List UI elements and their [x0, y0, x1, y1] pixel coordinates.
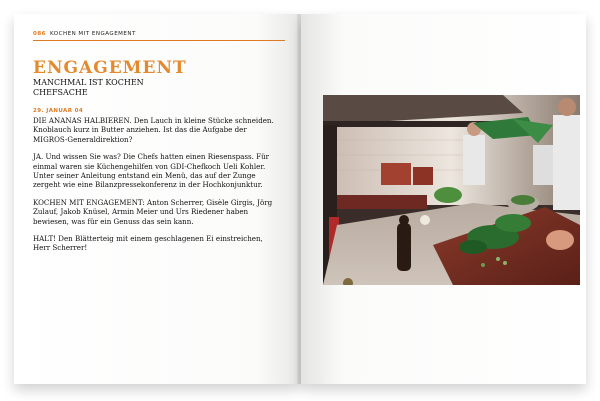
- left-page: [14, 14, 299, 384]
- article-subtitle: [33, 78, 233, 98]
- kitchen-illustration: [323, 95, 580, 285]
- paragraph: DIE ANANAS HALBIEREN. Den Lauch in kleine Stücke schneiden. Knoblauch kurz in Butter anziehen. Ist das die Aufgabe der MIGROS-Generaldirektion?: [33, 116, 274, 144]
- article-date: 29. JANUAR 04: [33, 108, 84, 114]
- subtitle-line-1: MANCHMAL IST KOCHEN: [33, 78, 144, 87]
- page-number: 086: [33, 31, 46, 37]
- running-head-text: KOCHEN MIT ENGAGEMENT: [49, 31, 136, 37]
- paragraph: HALT! Den Blätterteig mit einem geschlagenen Ei einstreichen, Herr Scherrer!: [33, 234, 263, 253]
- paragraph: KOCHEN MIT ENGAGEMENT: Anton Scherrer, Gisèle Girgis, Jörg Zulauf, Jakob Knüsel, Armin Meier und Urs Riedener haben bewiesen, was für ein Genuss das sein kann.: [33, 197, 273, 226]
- right-page: [301, 14, 586, 384]
- article-title: ENGAGEMENT: [33, 58, 187, 78]
- paragraph: JA. Und wissen Sie was? Die Chefs hatten einen Riesenspass. Für einmal waren sie Küchengehilfen von GDI-Chefkoch Ueli Kohler. Unter seiner Anleitung entstand ein Menü, das auf der Zunge zergeht wie eine Bilanzpressekonferenz in der Hochkonjunktur.: [33, 152, 270, 190]
- book-spread: [14, 14, 586, 384]
- kitchen-photo: [323, 95, 580, 285]
- subtitle-line-2: CHEFSACHE: [33, 88, 88, 97]
- article-body: [33, 116, 281, 261]
- running-head: [33, 31, 285, 41]
